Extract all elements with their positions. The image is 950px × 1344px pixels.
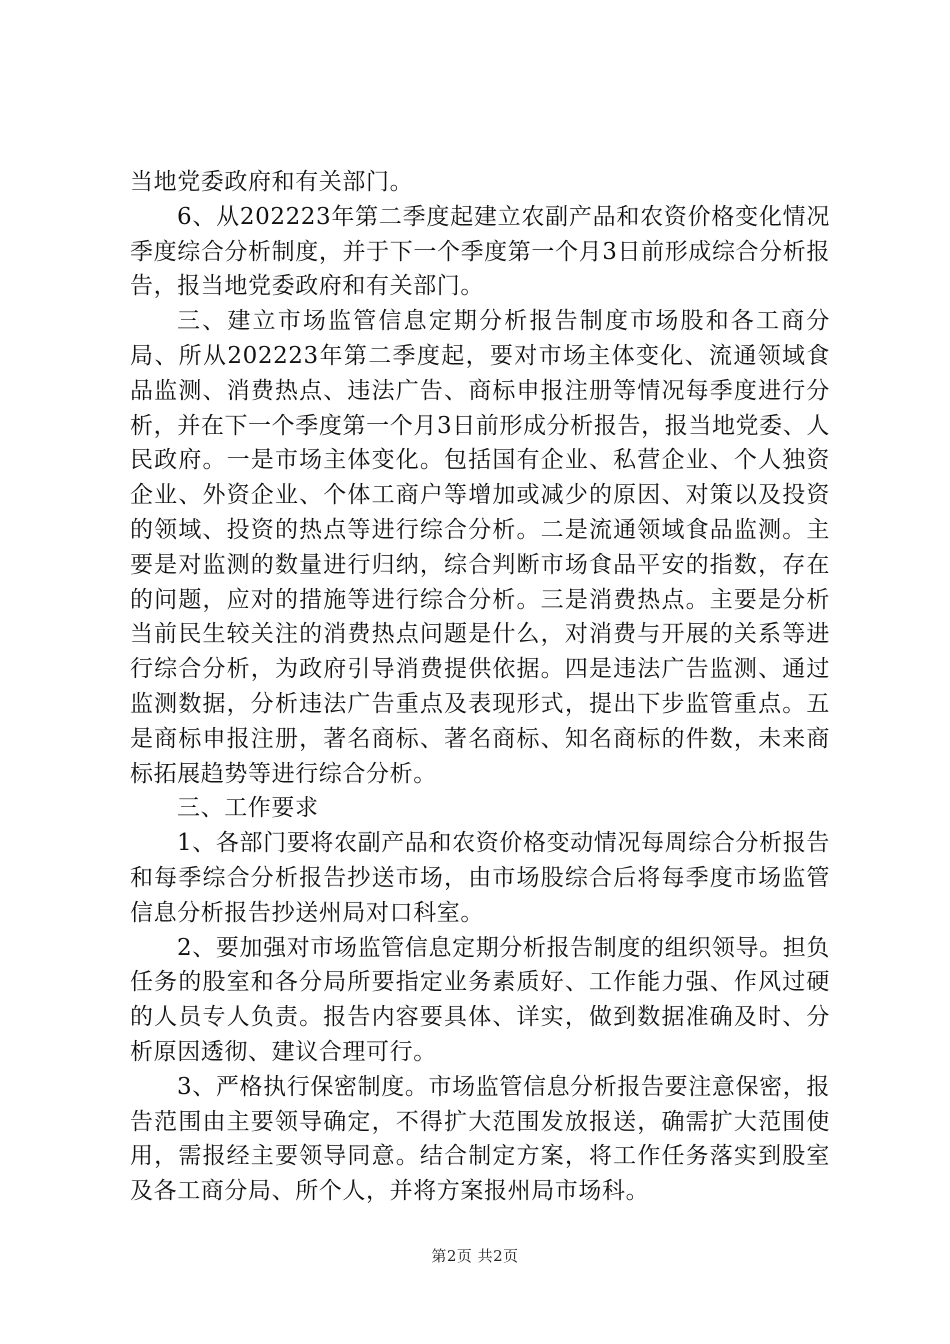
section-heading-work-requirements: 三、工作要求 bbox=[177, 795, 319, 822]
paragraph-requirement-3: 3、严格执行保密制度。市场监管信息分析报告要注意保密，报告范围由主要领导确定，不得扩大范围发放报送，确需扩大范围使用，需报经主要领导同意。结合制定方案，将工作任务落实到股室及各工商分局、所个人，并将方案报州局市场科。 bbox=[130, 1073, 830, 1205]
paragraph-requirement-2: 2、要加强对市场监管信息定期分析报告制度的组织领导。担负任务的股室和各分局所要指定业务素质好、工作能力强、作风过硬的人员专人负责。报告内容要具体、详实，做到数据准确及时、分析原因透彻、建议合理可行。 bbox=[130, 934, 830, 1065]
paragraph-section-three: 三、建立市场监管信息定期分析报告制度市场股和各工商分局、所从202223年第二季度起，要对市场主体变化、流通领域食品监测、消费热点、违法广告、商标申报注册等情况每季度进行分析，并在下一个季度第一个月3日前形成分析报告，报当地党委、人民政府。一是市场主体变化。包括国有企业、私营企业、个人独资企业、外资企业、个体工商户等增加或减少的原因、对策以及投资的领域、投资的热点等进行综合分析。二是流通领域食品监测。主要是对监测的数量进行归纳，综合判断市场食品平安的指数，存在的问题，应对的措施等进行综合分析。三是消费热点。主要是分析当前民生较关注的消费热点问题是什么，对消费与开展的关系等进行综合分析，为政府引导消费提供依据。四是违法广告监测、通过监测数据，分析违法广告重点及表现形式，提出下步监管重点。五是商标申报注册，著名商标、著名商标、知名商标的件数，未来商标拓展趋势等进行综合分析。 bbox=[130, 308, 830, 787]
paragraph-requirement-1: 1、各部门要将农副产品和农资价格变动情况每周综合分析报告和每季综合分析报告抄送市场，由市场股综合后将每季度市场监管信息分析报告抄送州局对口科室。 bbox=[130, 830, 830, 926]
paragraph-item-6: 6、从202223年第二季度起建立农副产品和农资价格变化情况季度综合分析制度，并于下一个季度第一个月3日前形成综合分析报告，报当地党委政府和有关部门。 bbox=[130, 203, 830, 300]
page-footer: 第2页 共2页 bbox=[431, 1247, 519, 1265]
paragraph-continuation: 当地党委政府和有关部门。 bbox=[130, 169, 414, 195]
document-body bbox=[130, 165, 830, 1209]
